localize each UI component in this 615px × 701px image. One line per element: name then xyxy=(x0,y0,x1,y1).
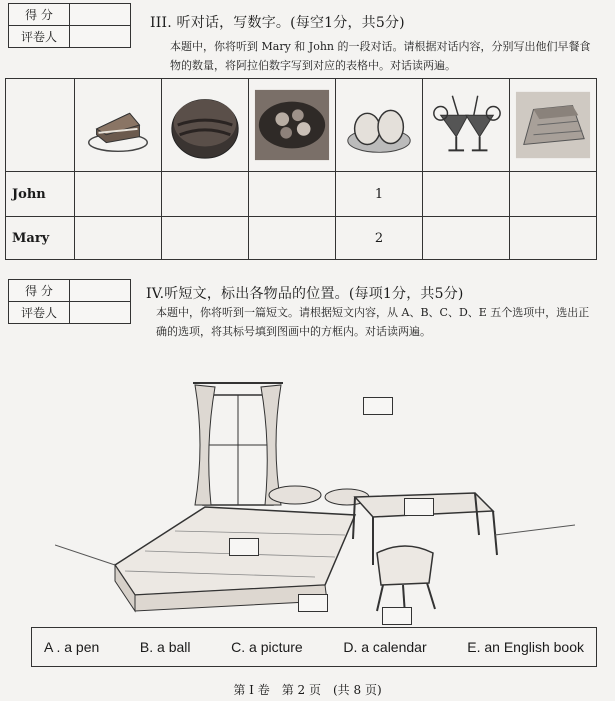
option-a: A . a pen xyxy=(44,639,100,655)
picture-answer-box[interactable] xyxy=(363,397,393,415)
bed-answer-box[interactable] xyxy=(229,538,259,556)
table-row xyxy=(6,172,597,217)
options-box xyxy=(31,627,597,667)
option-e: E. an English book xyxy=(467,639,584,655)
eggs-icon xyxy=(340,86,418,164)
section3-instruction: 本题中，你将听到 Mary 和 John 的一段对话。请根据对话内容，分别写出他们早餐食物的数量，将阿拉伯数字写到对应的表格中。对话读两遍。 xyxy=(170,40,591,72)
answer-cell[interactable] xyxy=(75,172,162,217)
option-b: B. a ball xyxy=(139,639,191,655)
row-name: Mary xyxy=(6,217,75,260)
section4-score-table xyxy=(8,279,131,324)
chair-answer-box[interactable] xyxy=(382,607,412,625)
score-label: 得 分 xyxy=(9,4,70,26)
answer-cell[interactable] xyxy=(423,172,510,217)
bedroom-illustration xyxy=(55,375,575,625)
juice-icon xyxy=(427,86,505,164)
section4-instruction: 本题中，你将听到一篇短文。请根据短文内容，从 A、B、C、D、E 五个选项中，选出正确的选项，将其标号填到图画中的方框内。对话读两遍。 xyxy=(156,306,590,338)
answer-cell[interactable] xyxy=(75,217,162,260)
corner-cell xyxy=(6,79,75,172)
answer-cell[interactable]: 1 xyxy=(336,172,423,217)
page-footer: 第 I 卷 第 2 页 (共 8 页) xyxy=(233,683,382,697)
answer-cell[interactable] xyxy=(249,217,336,260)
salad-icon xyxy=(253,86,331,164)
grader-label: 评卷人 xyxy=(9,302,70,324)
grader-field[interactable] xyxy=(70,302,131,324)
desk-answer-box[interactable] xyxy=(404,498,434,516)
answer-cell[interactable] xyxy=(249,172,336,217)
section4-title: IV.听短文，标出各物品的位置。(每项1分，共5分) xyxy=(146,286,464,302)
answer-cell[interactable] xyxy=(162,217,249,260)
answer-cell[interactable] xyxy=(510,172,597,217)
answer-cell[interactable] xyxy=(510,217,597,260)
cake-slice-icon xyxy=(79,86,157,164)
floor-answer-box[interactable] xyxy=(298,594,328,612)
pie-icon xyxy=(166,86,244,164)
section3-score-table xyxy=(8,3,131,48)
option-d: D. a calendar xyxy=(343,639,427,655)
score-label: 得 分 xyxy=(9,280,70,302)
table-row xyxy=(6,217,597,260)
row-name: John xyxy=(6,172,75,217)
option-c: C. a picture xyxy=(231,639,303,655)
bread-icon xyxy=(514,86,592,164)
answer-cell[interactable]: 2 xyxy=(336,217,423,260)
breakfast-table xyxy=(5,78,597,260)
score-field[interactable] xyxy=(70,280,131,302)
grader-field[interactable] xyxy=(70,26,131,48)
section3-title: III. 听对话，写数字。(每空1分，共5分) xyxy=(150,15,405,31)
score-field[interactable] xyxy=(70,4,131,26)
grader-label: 评卷人 xyxy=(9,26,70,48)
answer-cell[interactable] xyxy=(162,172,249,217)
answer-cell[interactable] xyxy=(423,217,510,260)
